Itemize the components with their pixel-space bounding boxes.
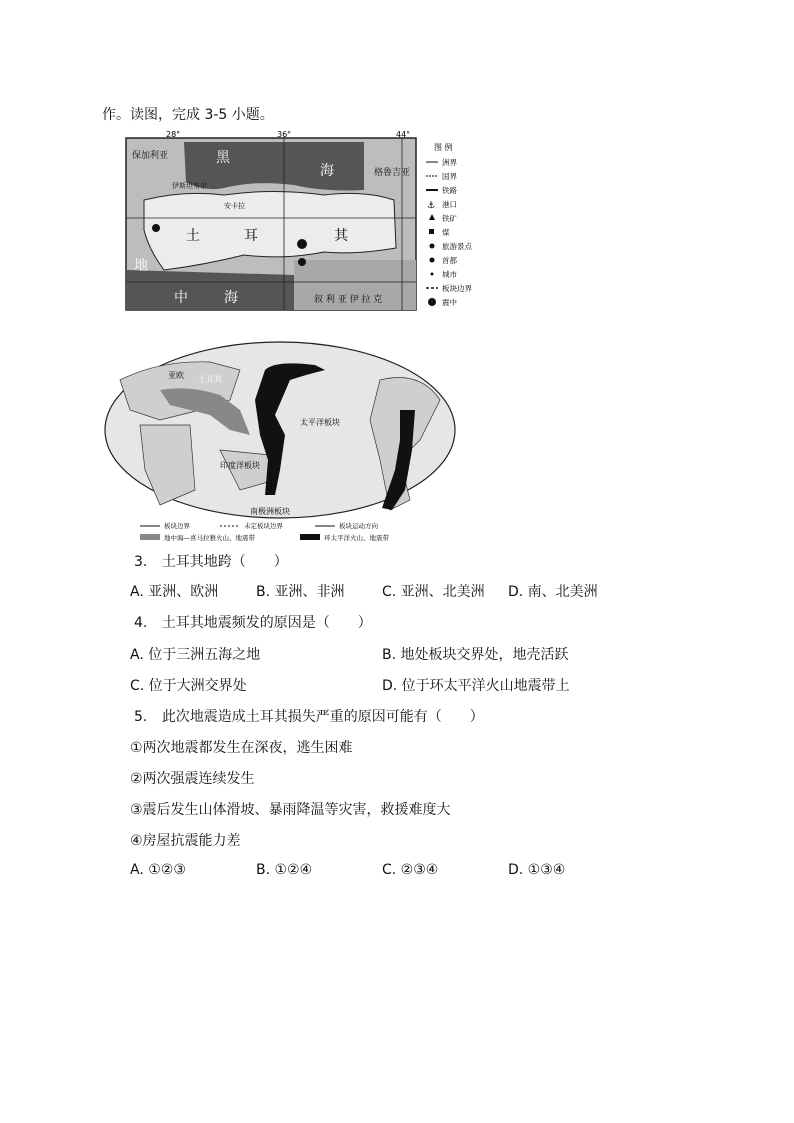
question-text: 土耳其地跨（ ） [161, 554, 288, 570]
map2-legend-item: 地中海—喜马拉雅火山、地震带 [164, 534, 255, 542]
place-label: 保加利亚 [132, 151, 169, 161]
legend-item: 煤 [442, 228, 450, 237]
place-label: 黑 [216, 150, 230, 166]
statement-1: ①两次地震都发生在深夜，逃生困难 [130, 740, 353, 756]
option-d[interactable]: D. 南、北美洲 [508, 584, 598, 600]
place-label: 中 [174, 290, 188, 306]
legend-item: 洲界 [442, 158, 457, 167]
place-label: 海 [320, 163, 334, 179]
plate-label: 土耳其 [198, 375, 222, 384]
lon-label: 36° [277, 130, 292, 139]
statement-2: ②两次强震连续发生 [130, 771, 255, 787]
option-c[interactable]: C. 亚洲、北美洲 [382, 584, 485, 600]
place-label: 伊斯坦布尔 [172, 182, 207, 190]
plate-label: 亚欧 [168, 371, 184, 380]
legend-item: 港口 [442, 200, 457, 209]
statement-3: ③震后发生山体滑坡、暴雨降温等灾害，救援难度大 [130, 802, 451, 818]
legend-title: 图 例 [434, 143, 453, 152]
legend-item: 铁路 [442, 186, 457, 195]
option-d[interactable]: D. ①③④ [508, 862, 566, 878]
intro-text: 作。读图，完成 3-5 小题。 [102, 107, 274, 123]
legend-item: 震中 [442, 298, 457, 307]
epicenter-marker [297, 239, 307, 249]
question-4 [134, 612, 372, 632]
place-label: 海 [224, 290, 238, 306]
legend-item: 板块边界 [442, 284, 472, 293]
world-plate-map [100, 340, 460, 545]
map2-legend-item: 板块运动方向 [339, 522, 378, 530]
option-c[interactable]: C. 位于大洲交界处 [130, 678, 247, 694]
legend-item: 旅游景点 [442, 242, 472, 251]
legend-item: 国界 [442, 172, 457, 181]
plate-label: 太平洋板块 [300, 418, 340, 427]
place-label: 其 [334, 228, 348, 244]
place-label: 地 [134, 258, 148, 274]
option-d[interactable]: D. 位于环太平洋火山地震带上 [382, 678, 570, 694]
question-text: 此次地震造成土耳其损失严重的原因可能有（ ） [161, 709, 484, 725]
option-b[interactable]: B. 亚洲、非洲 [256, 584, 345, 600]
place-label: 耳 [244, 228, 258, 244]
question-5 [134, 706, 484, 726]
plate-label: 南极洲板块 [250, 507, 290, 516]
legend-item: 城市 [442, 270, 457, 279]
legend-item: 铁矿 [442, 214, 457, 223]
statement-4: ④房屋抗震能力差 [130, 833, 241, 849]
svg-text:⚓: ⚓ [427, 201, 436, 211]
question-number: 3. [134, 554, 148, 570]
option-b[interactable]: B. ①②④ [256, 862, 313, 878]
option-a[interactable]: A. ①②③ [130, 862, 186, 878]
place-label: 格鲁吉亚 [374, 168, 411, 178]
turkey-map [124, 130, 504, 315]
map2-legend-item: 未定板块边界 [244, 522, 283, 530]
question-number: 5. [134, 709, 148, 725]
lon-label: 28° [166, 130, 181, 139]
option-a[interactable]: A. 位于三洲五海之地 [130, 647, 261, 663]
map2-legend-item: 板块边界 [164, 522, 190, 530]
legend-item: 首都 [442, 256, 457, 265]
place-label: 土 [186, 228, 200, 244]
plate-label: 印度洋板块 [220, 461, 260, 470]
option-a[interactable]: A. 亚洲、欧洲 [130, 584, 219, 600]
option-c[interactable]: C. ②③④ [382, 862, 439, 878]
question-text: 土耳其地震频发的原因是（ ） [161, 615, 372, 631]
question-number: 4. [134, 615, 148, 631]
place-label: 安卡拉 [224, 202, 245, 210]
lon-label: 44° [396, 130, 411, 139]
option-b[interactable]: B. 地处板块交界处，地壳活跃 [382, 647, 569, 663]
place-label: 叙 利 亚 伊 拉 克 [314, 295, 383, 305]
epicenter-marker [298, 258, 306, 266]
map2-legend-item: 环太平洋火山、地震带 [324, 534, 389, 542]
question-3 [134, 551, 288, 571]
